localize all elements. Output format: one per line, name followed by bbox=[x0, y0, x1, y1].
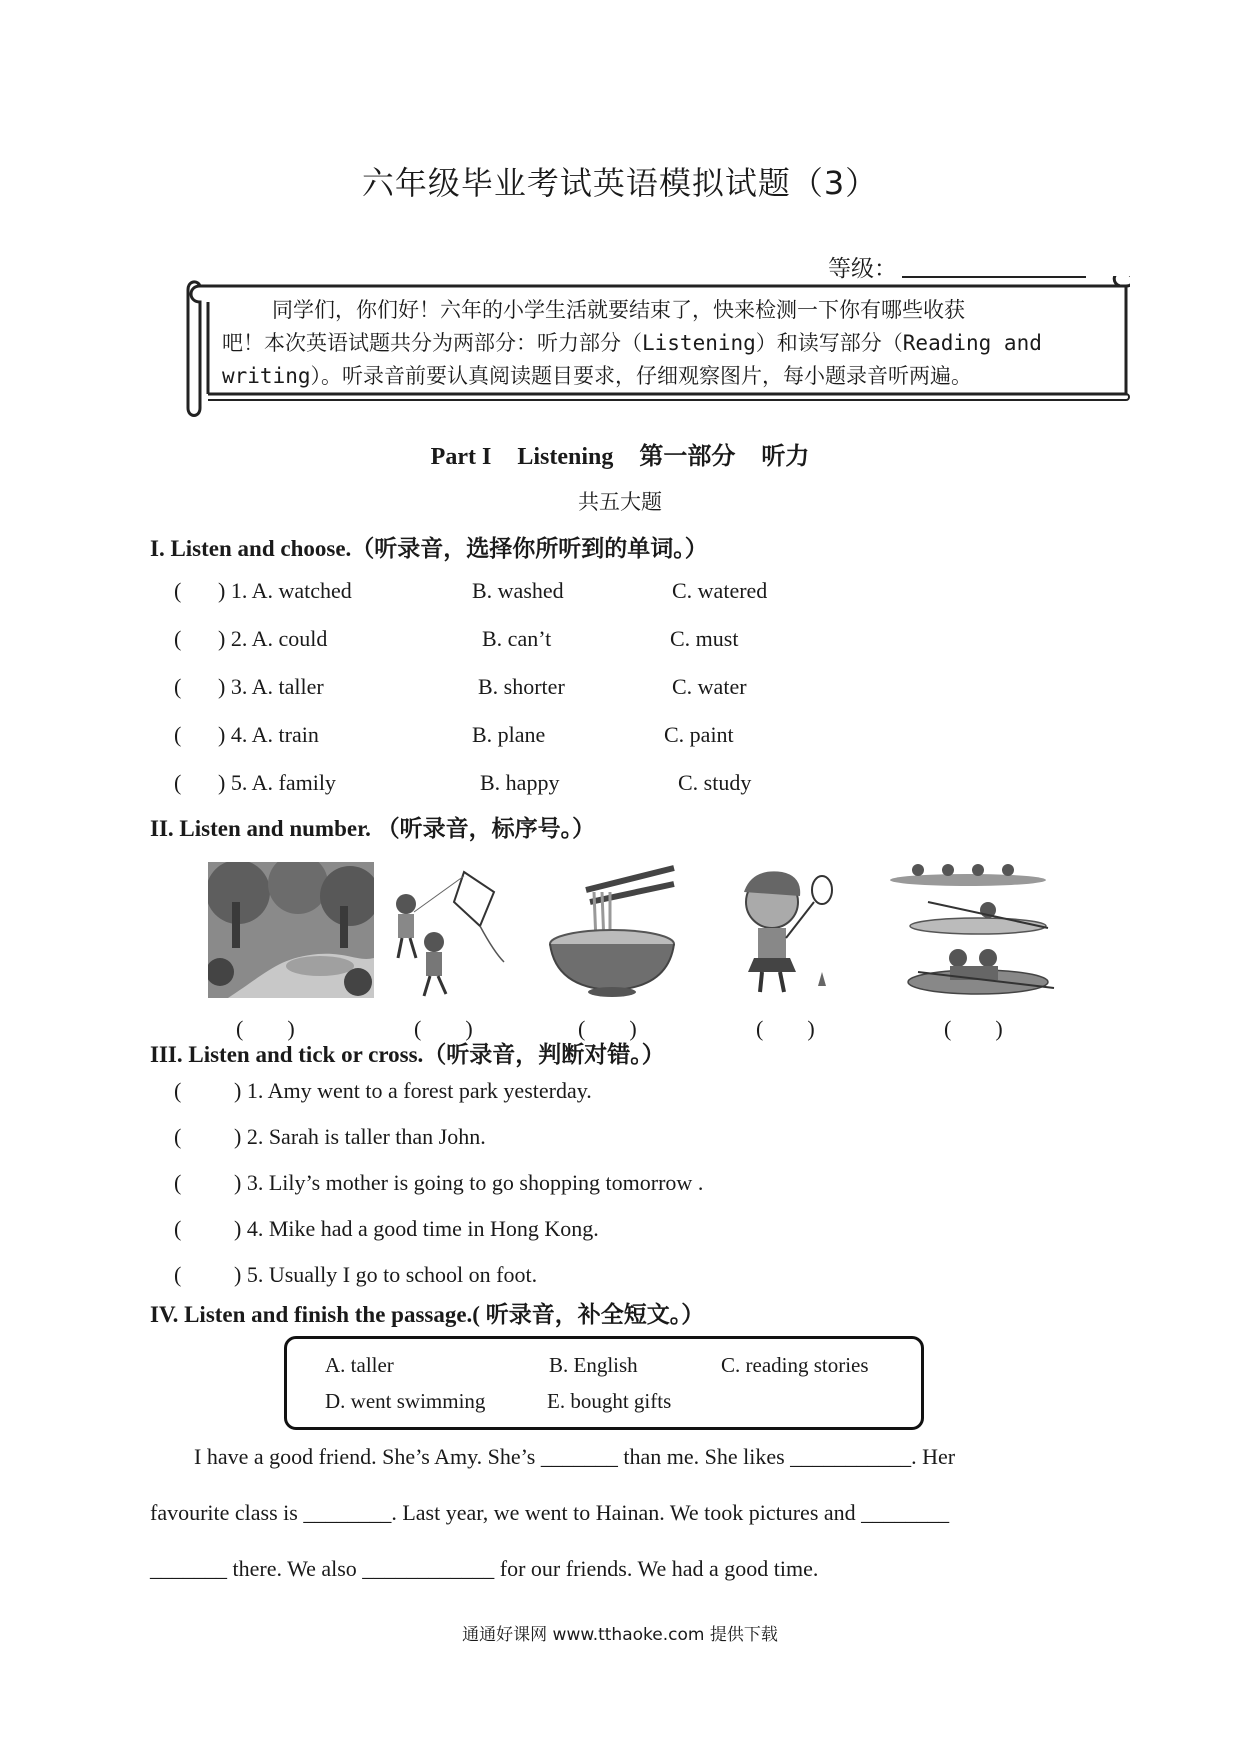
choice-a: ) 3. A. taller bbox=[218, 674, 324, 699]
number-blank-5: ( ) bbox=[944, 1016, 1003, 1041]
choice-c: C. water bbox=[672, 674, 747, 699]
section-1-heading: I. Listen and choose.（听录音，选择你所听到的单词。） bbox=[150, 536, 708, 561]
open-paren: ( bbox=[174, 1078, 182, 1103]
tick-cross-item bbox=[174, 1170, 703, 1196]
part1-d: 听力 bbox=[761, 444, 810, 470]
word-option-b: B. English bbox=[549, 1353, 638, 1377]
open-paren: ( bbox=[174, 722, 182, 747]
part1-a: Part I bbox=[430, 444, 492, 470]
passage-line-3: _______ there. We also ____________ for our friends. We had a good time. bbox=[150, 1556, 819, 1581]
number-blank-1: ( ) bbox=[236, 1016, 295, 1041]
intro-line-1: 同学们，你们好！六年的小学生活就要结束了，快来检测一下你有哪些收获 bbox=[272, 298, 965, 322]
open-paren: ( bbox=[174, 1124, 182, 1149]
section-2-heading: II. Listen and number. （听录音，标序号。） bbox=[150, 816, 596, 841]
open-paren: ( bbox=[174, 626, 182, 651]
badminton-girl-picture bbox=[722, 862, 842, 998]
tick-cross-item bbox=[174, 1078, 592, 1104]
choice-b: B. happy bbox=[480, 770, 560, 795]
choice-b: B. can’t bbox=[482, 626, 552, 651]
noodles-picture bbox=[546, 862, 678, 998]
word-option-e: E. bought gifts bbox=[547, 1389, 672, 1413]
word-option-a: A. taller bbox=[325, 1353, 394, 1377]
choice-c: C. paint bbox=[664, 722, 734, 747]
grade-label: 等级： bbox=[828, 256, 897, 282]
open-paren: ( bbox=[174, 1216, 182, 1241]
choice-c: C. watered bbox=[672, 578, 768, 603]
choice-a: ) 1. A. watched bbox=[218, 578, 352, 603]
kite-children-picture bbox=[384, 862, 520, 998]
statement-3: ) 3. Lily’s mother is going to go shopping tomorrow . bbox=[234, 1170, 704, 1195]
statement-4: ) 4. Mike had a good time in Hong Kong. bbox=[234, 1216, 599, 1241]
intro-text bbox=[222, 294, 1104, 393]
intro-line-3: writing）。听录音前要认真阅读题目要求，仔细观察图片，每小题录音听两遍。 bbox=[222, 364, 972, 388]
open-paren: ( bbox=[174, 578, 182, 603]
section-3-heading: III. Listen and tick or cross.（听录音，判断对错。） bbox=[150, 1042, 665, 1067]
word-option-c: C. reading stories bbox=[721, 1353, 869, 1377]
choice-a: ) 2. A. could bbox=[218, 626, 328, 651]
park-picture bbox=[208, 862, 374, 998]
section-4-heading: IV. Listen and finish the passage.( 听录音，补全短文。） bbox=[150, 1302, 705, 1327]
choice-a: ) 5. A. family bbox=[218, 770, 336, 795]
number-blank-4: ( ) bbox=[756, 1016, 815, 1041]
part1-heading bbox=[0, 436, 1240, 471]
choice-b: B. shorter bbox=[478, 674, 565, 699]
open-paren: ( bbox=[174, 674, 182, 699]
choice-c: C. study bbox=[678, 770, 752, 795]
tick-cross-item bbox=[174, 1124, 486, 1150]
open-paren: ( bbox=[174, 770, 182, 795]
part1-b: Listening bbox=[517, 444, 614, 470]
passage-line-2: favourite class is ________. Last year, we went to Hainan. We took pictures and ________ bbox=[150, 1500, 950, 1525]
word-option-d: D. went swimming bbox=[325, 1389, 486, 1413]
part1-subheading: 共五大题 bbox=[578, 490, 662, 514]
open-paren: ( bbox=[174, 1170, 182, 1195]
choice-b: B. plane bbox=[472, 722, 546, 747]
page-title: 六年级毕业考试英语模拟试题（3） bbox=[361, 164, 879, 202]
number-blank-3: ( ) bbox=[578, 1016, 637, 1041]
open-paren: ( bbox=[174, 1262, 182, 1287]
intro-line-2: 吧！本次英语试题共分为两部分：听力部分（Listening）和读写部分（Reading and bbox=[222, 331, 1042, 355]
statement-1: ) 1. Amy went to a forest park yesterday. bbox=[234, 1078, 592, 1103]
number-blank-2: ( ) bbox=[414, 1016, 473, 1041]
word-bank-box bbox=[284, 1336, 924, 1430]
choice-c: C. must bbox=[670, 626, 739, 651]
tick-cross-item bbox=[174, 1262, 537, 1288]
statement-2: ) 2. Sarah is taller than John. bbox=[234, 1124, 486, 1149]
rowing-picture bbox=[888, 862, 1058, 998]
part1-c: 第一部分 bbox=[639, 444, 736, 470]
choice-b: B. washed bbox=[472, 578, 564, 603]
passage-line-1: I have a good friend. She’s Amy. She’s _______ than me. She likes ___________. Her bbox=[194, 1444, 956, 1469]
statement-5: ) 5. Usually I go to school on foot. bbox=[234, 1262, 538, 1287]
footer-credit: 通通好课网 www.tthaoke.com 提供下载 bbox=[462, 1625, 778, 1645]
choice-a: ) 4. A. train bbox=[218, 722, 319, 747]
tick-cross-item bbox=[174, 1216, 599, 1242]
